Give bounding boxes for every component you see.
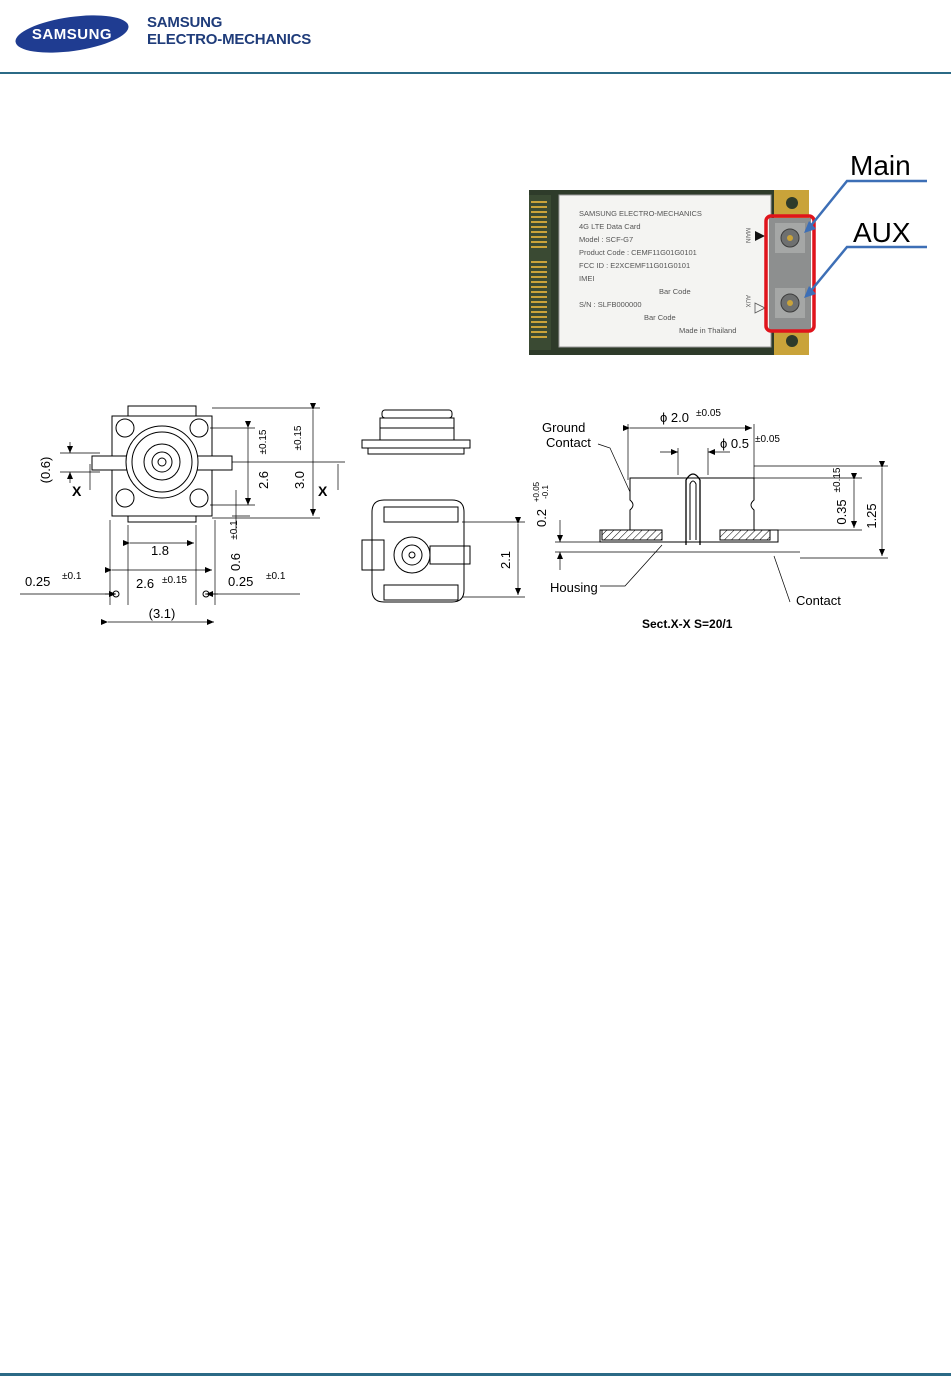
- dia-0-5-label: ϕ 0.5: [720, 436, 749, 451]
- connector-drawings: [0, 380, 951, 640]
- label-line: FCC ID : E2XCEMF11G01G0101: [579, 261, 691, 270]
- data-card-photo: [529, 143, 951, 358]
- section-caption: Sect.X-X S=20/1: [642, 617, 733, 631]
- dim-0-6-vertical-label: 0.6: [228, 552, 243, 572]
- tol-3-0-label: ±0.15: [293, 425, 304, 451]
- tol-0-6-vertical-label: ±0.1: [229, 520, 240, 540]
- ground-contact-label: Contact: [546, 435, 591, 450]
- dim-0-2-label: 0.2: [534, 508, 549, 528]
- label-line: Product Code : CEMF11G01G0101: [579, 248, 697, 257]
- company-name: [147, 14, 311, 48]
- housing-label: Housing: [550, 580, 598, 595]
- section-mark-left: X: [72, 483, 82, 499]
- label-line: IMEI: [579, 274, 595, 283]
- dim-0-6-label: (0.6): [38, 456, 53, 484]
- company-name-line1: SAMSUNG: [147, 14, 223, 31]
- samsung-logo: [14, 14, 130, 54]
- company-name-line2: ELECTRO-MECHANICS: [147, 31, 312, 48]
- port-main-label: MAIN: [744, 228, 750, 243]
- tol-0-5-label: ±0.05: [755, 434, 780, 445]
- logo-text: SAMSUNG: [31, 26, 113, 43]
- callout-main: Main: [850, 150, 911, 181]
- serial-number: S/N : SLFB000000: [579, 300, 642, 309]
- header-rule: [0, 72, 951, 74]
- dim-0-25-left-label: 0.25: [25, 574, 51, 589]
- aux-callout-line: [809, 247, 927, 293]
- side-view-front: [362, 410, 470, 454]
- dim-3-1-label: (3.1): [148, 606, 176, 621]
- dim-3-0-label: 3.0: [292, 470, 307, 490]
- section-mark-right: X: [318, 483, 328, 499]
- made-in: Made in Thailand: [679, 326, 737, 335]
- dia-2-0-label: ϕ 2.0: [660, 410, 689, 425]
- tol-0-25-left-label: ±0.1: [62, 571, 82, 582]
- footer-rule: [0, 1373, 951, 1376]
- label-line: 4G LTE Data Card: [579, 222, 641, 231]
- barcode-label: Bar Code: [644, 313, 676, 322]
- dim-0-35-label: 0.35: [834, 499, 849, 525]
- tol-0-2-minus-label: -0.1: [541, 485, 550, 499]
- dim-1-8-label: 1.8: [150, 543, 170, 558]
- tol-2-6-label: ±0.15: [258, 429, 269, 455]
- label-line: Model : SCF-G7: [579, 235, 634, 244]
- label-line: SAMSUNG ELECTRO-MECHANICS: [579, 209, 702, 218]
- tol-2-0-label: ±0.05: [696, 408, 721, 419]
- dim-2-6-width-label: 2.6: [136, 576, 155, 591]
- ground-label: Ground: [542, 420, 586, 435]
- callout-aux: AUX: [853, 217, 911, 248]
- port-aux-label: AUX: [744, 295, 750, 308]
- dim-2-6-label: 2.6: [256, 470, 271, 490]
- tol-0-25-right-label: ±0.1: [266, 571, 286, 582]
- tol-2-6-width-label: ±0.15: [162, 575, 187, 586]
- contact-label: Contact: [796, 593, 841, 608]
- dim-1-25-label: 1.25: [864, 503, 879, 529]
- edge-connector: [529, 195, 551, 350]
- dim-2-1-label: 2.1: [498, 550, 513, 570]
- barcode-label: Bar Code: [659, 287, 691, 296]
- dim-0-25-right-label: 0.25: [228, 574, 254, 589]
- tol-0-2-plus-label: +0.05: [532, 481, 541, 503]
- tol-0-35-label: ±0.15: [832, 467, 843, 493]
